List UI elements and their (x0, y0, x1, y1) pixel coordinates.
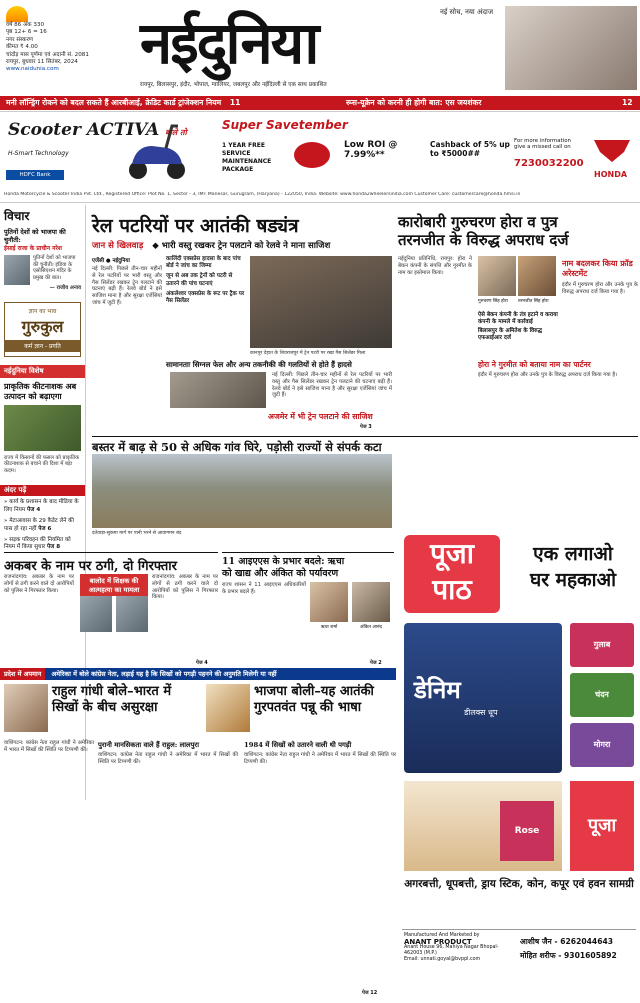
rose-pack: Rose (500, 801, 554, 861)
meta-pages: पृष्ठ 12+ 6 = 16 (6, 29, 47, 36)
meta-website[interactable]: www.naidunia.com (6, 66, 59, 73)
akbar-photo-2 (116, 596, 148, 632)
ias-text: राज्य शासन ने 11 आइएएस अधिकारियों के प्रभार बदले हैं। (222, 582, 306, 595)
hora-photo-2 (518, 256, 556, 296)
bjp-subhead: 1984 में सिखों को उतारने वाली थी पगड़ी (244, 741, 352, 749)
warranty-badge-icon (294, 142, 330, 168)
track-photo (170, 372, 266, 408)
ad-smart-tech: H-Smart Technology (8, 150, 69, 157)
akbar-text: राजनांदगांव: अकबर के नाम पर लोगों से ठगी करने वाले दो आरोपियों को पुलिस ने गिरफ्तार किया। (4, 574, 74, 594)
gurukul-tag: कर्म ज्ञान - प्रगति (5, 340, 80, 352)
honda-logo-text: HONDA (594, 170, 628, 179)
top-news-bar (0, 96, 640, 110)
pooja-company: ANANT PRODUCT (404, 938, 472, 946)
inside-item-2-page: पेज 6 (38, 525, 52, 532)
sun-logo-icon (6, 6, 28, 22)
incense-sticks-image (404, 781, 562, 871)
ad-roi: Low ROI @ 7.99%** (344, 140, 398, 160)
inside-item-3-page: पेज 8 (47, 544, 61, 551)
pooja-logo-2: पाठ (432, 573, 472, 606)
special-image (4, 405, 81, 451)
lead-bullet-3: अंकलेश्वर एक्सप्रेस के रूट पर ट्रैक पर गैस सिलेंडर (166, 290, 245, 305)
rahul-headline-1[interactable]: राहुल गांधी बोले–भारत में (52, 684, 172, 699)
flood-caption: दंतेवाड़ा-सुकमा मार्ग पर पानी भरने से आवागमन बंद (92, 531, 182, 536)
akbar-text-2: राजनांदगांव: अकबर के नाम पर लोगों से ठगी करने वाले दो आरोपियों को पुलिस ने गिरफ्तार किया। (152, 574, 218, 601)
top-news-left[interactable]: मनी लॉन्ड्रिंग रोकने को बदल सकते हैं आरबीआई, क्रेडिट कार्ड ट्रांजेक्शन नियम (6, 98, 222, 107)
masthead-editions: रायपुर, बिलासपुर, इंदौर, भोपाल, ग्वालियर, जबलपुर और नईदिल्ली से एक साथ प्रकाशित (140, 82, 327, 88)
lead-headline[interactable]: रेल पटरियों पर आतंकी षड्यंत्र (92, 215, 299, 237)
ad-brand-sub: बोले तो (165, 127, 187, 137)
lead-text-cont: नई दिल्ली: पिछले तीन-चार महीनों से रेल पटरियों पर भारी वस्तु और गैस सिलेंडर रखकर ट्रेन पलटाने की घटनाएं बढ़ी हैं। रेलवे बोर्ड ने इसे साजिश माना है और सुरक्षा एजेंसियां जांच में जुटी हैं। (272, 372, 392, 399)
pooja-divider (402, 929, 636, 930)
lead-continue[interactable]: पेज 3 (360, 424, 372, 430)
pooja-logo (404, 535, 500, 613)
akbar-box-title: बालोद में शिक्षक की आत्महत्या का मामला (80, 574, 148, 596)
pradesh-banner (0, 668, 396, 680)
bjp-text: वाशिंगटन: कांग्रेस नेता राहुल गांधी ने अमेरिका में भारत में सिखों की स्थिति पर टिप्पणी की। (244, 752, 396, 765)
product-gulab: गुलाब (570, 623, 634, 667)
masthead-tagline: नई सोच, नया अंदाज (440, 8, 494, 16)
gurukul-title: गुरुकुल (21, 316, 64, 336)
pooja-company-block (404, 933, 516, 963)
inside-heading: अंदर पढ़ें (0, 485, 85, 496)
pradesh-label: प्रदेश में अपमान (0, 668, 45, 680)
pooja-path-ad[interactable] (398, 525, 640, 1000)
pooja-logo-1: पूजा (430, 537, 474, 570)
meta-price: कीमत ₹ 4.00 (6, 44, 38, 51)
author-photo (4, 255, 30, 285)
hora-boxed-text: इंदौर में गुरुचरण होरा और उनके पुत्र के विरुद्ध अपराध दर्ज किया गया है। (562, 282, 638, 295)
masthead-meta (6, 6, 118, 74)
lead-subhead: सामानताः सिग्नल फेल और अन्य तकनीकी की गलतियों से होते हैं हादसे (166, 360, 352, 369)
honda-ad[interactable] (0, 111, 640, 203)
top-news-left-page: 11 (229, 98, 241, 107)
leader-photo (505, 6, 637, 90)
hdfc-badge: HDFC Bank (6, 170, 64, 180)
pooja-logo-small: पूजा (570, 781, 634, 871)
lead-bullet-1: कालिंदी एक्सप्रेस हादसा के बाद पांच बोर्ड ने जांच का जिम्मा (166, 256, 241, 270)
product-mogra: मोगरा (570, 723, 634, 767)
rahul-headline-2[interactable]: सिखों के बीच असुरक्षा (52, 700, 158, 715)
lead-deck: भारी वस्तु रखकर ट्रेन पलटाने को रेलवे ने माना साजिश (161, 241, 331, 251)
top-news-right[interactable]: रूस-यूक्रेन को करनी ही होगी बात: एस जयशंकर (346, 98, 482, 107)
flood-photo (92, 454, 392, 528)
honda-wing-icon (590, 136, 634, 166)
hora-headline-1[interactable]: कारोबारी गुरुचरण होरा व पुत्र (398, 213, 558, 231)
ad-offer-title: Super Savetember (222, 118, 348, 132)
rahul-photo (4, 684, 48, 732)
hora-photo-1 (478, 256, 516, 296)
pooja-product-lines: अगरबत्ती, धूपबत्ती, ड्राय स्टिक, कोन, कपूर एवं हवन सामग्री (404, 878, 634, 890)
akbar-continue[interactable]: पेज 4 (196, 660, 208, 666)
hora-boxed-headline: नाम बदलकर किया फ्रॉड अरेस्टमेंट (562, 258, 633, 278)
rahul-text: वाशिंगटन: कांग्रेस नेता राहुल गांधी ने अमेरिका में भारत में सिखों की स्थिति पर टिप्पणी की। (4, 740, 94, 753)
akbar-photo-1 (80, 596, 112, 632)
meta-year: वर्ष 86 अंक 330 (6, 22, 45, 28)
meta-samvat: चांदोड़ मास पूर्णमा एवं अदानी सं. 2081 (6, 51, 89, 58)
top-news-right-page: 12 (622, 98, 633, 107)
pooja-mfr: Manufactured And Marketed by (404, 933, 480, 938)
vichar-text: पुतिनों देशों को भाजपा की चुनौती। इंडिया के एसोसिएशन मंदिर के प्रमुख की बात। (33, 255, 76, 281)
lead-photo (250, 256, 392, 348)
lead-kicker: जान से खिलवाड़ (92, 241, 144, 251)
flood-headline[interactable]: बस्तर में बाढ़ से 50 से अधिक गांव घिरे, पड़ोसी राज्यों से संपर्क कटा (92, 436, 638, 455)
bjp-leader-photo (206, 684, 250, 732)
bjp-headline-1[interactable]: भाजपा बोली–यह आतंकी (254, 684, 374, 699)
pooja-address: Anant House 96, Mahiya Nagar Bhopal-462003 (M.P.) (404, 945, 499, 956)
pradesh-banner-text[interactable]: अमेरिका में बोले कांग्रेस नेता, लड़ाई यह है कि सिखों को पगड़ी पहनने की अनुमति मिलेगी या नहीं (51, 670, 277, 678)
product-chandan: चंदन (570, 673, 634, 717)
ias-photo-2-caption: अंकित आनंद (360, 625, 382, 630)
lead-subhead-2: अजमेर में भी ट्रेन पलटाने की साजिश (268, 412, 373, 421)
ias-photo-2 (352, 582, 390, 622)
rahul-subhead: पुरानी मानसिकता वाले हैं राहुल: लालपुरा (98, 741, 199, 749)
hora-bullet-2: बिलासपुर के अमितेश के विरुद्ध एफआईआर दर्ज (478, 328, 542, 341)
vichar-author: — राजीव अनाव (49, 285, 81, 291)
inside-item-3[interactable]: » सड़क परिवहन की नियमित को नियम में किया सुधार (4, 537, 71, 551)
hora-photo-1-caption: गुरुचरण सिंह होरा (478, 299, 508, 304)
ias-headline-1[interactable]: 11 आइएएस के प्रभार बदले: ऋचा (222, 556, 345, 567)
gurukul-subtitle: ज्ञान का भाव (28, 307, 57, 315)
pooja-tagline-1: एक लगाओ (533, 543, 613, 565)
pooja-contacts (520, 935, 638, 963)
ias-continue[interactable]: पेज 2 (370, 660, 382, 666)
pooja-tagline-2: घर महकाओ (529, 569, 617, 591)
denim-title: डेनिम (414, 675, 461, 704)
lead-caption: कानपुर देहात के शिवराजपुर में ट्रेन पटरी पर रखा गैस सिलेंडर मिला (250, 351, 366, 356)
inside-item-2[interactable]: » मेटाआवास के 29 कैडेट लेने की पास हो रहा नहीं (4, 518, 74, 532)
lead-bullet-2: जून से अब तक ट्रेनों को पटरी से उतारने की पांच घटनाएं (166, 273, 233, 287)
ad-phone[interactable]: 7230032200 (514, 158, 584, 169)
ad-company-line: Honda Motorcycle & Scooter India Pvt. Ltd., Registered Office: Plot No. 1, Sector - 3, IMT Manesar, Gurugram, (Haryana) - 122050, India. Website: www.honda2wheelersindia.com Customer Care: customercare@honda.hmsi.in (4, 192, 521, 197)
ad-brand: Scooter ACTIVA (8, 120, 160, 140)
hora-subhead: होरा ने गुरमीत को बताया नाम का पार्टनर (478, 360, 591, 369)
lead-text: नई दिल्ली: पिछले तीन-चार महीनों से रेल पटरियों पर भारी वस्तु और गैस सिलेंडर रखकर ट्रेन पलटाने की घटनाएं बढ़ी हैं। रेलवे बोर्ड ने इसे साजिश माना है और सुरक्षा एजेंसियां जांच में जुटी हैं। (92, 266, 162, 306)
vichar-sub: ईसाई राजा के प्राचीन नरेश (4, 245, 63, 252)
rahul-text-2: वाशिंगटन: कांग्रेस नेता राहुल गांधी ने अमेरिका में भारत में सिखों की स्थिति पर टिप्पणी की। (98, 752, 238, 765)
pooja-email[interactable]: Email: unnati.goyal@bvppl.com (404, 957, 481, 962)
ad-cashback: Cashback of 5% up to ₹5000## (430, 140, 510, 158)
lead-bullets (166, 256, 246, 305)
pooja-contact-2[interactable]: मोहित शरीफ - 9301605892 (520, 951, 617, 960)
hora-headline-2[interactable]: तरनजीत के विरुद्ध अपराध दर्ज (398, 231, 569, 249)
bjp-headline-2[interactable]: गुरपतवंत पन्नू की भाषा (254, 700, 362, 715)
akbar-headline[interactable]: अकबर के नाम पर ठगी, दो गिरफ्तार (4, 552, 218, 574)
lead-byline: एजेंसी ● नईदुनिया (92, 258, 130, 264)
scooter-image (122, 120, 190, 180)
denim-box (404, 623, 562, 773)
special-text: राज्य में किसानों की फसल को प्राकृतिक कीटनाशक से बचाने की दिशा में बड़ा कदम। (4, 454, 80, 474)
pradesh-continue[interactable]: पेज 12 (362, 990, 378, 996)
hora-text: नईदुनिया प्रतिनिधि, रायपुर: होरा ने बेकन कंपनी के संपत्ति और गुरमीत के नाम का इस्तेमाल किया। (398, 256, 472, 276)
pooja-contact-1[interactable]: आशीष जैन - 6262044643 (520, 937, 614, 946)
hora-photo-2-caption: तरनजीत सिंह होरा (518, 299, 549, 304)
ias-photo-1 (310, 582, 348, 622)
special-headline[interactable]: प्राकृतिक कीटनाशक अब उत्पादन को बढ़ाएगा (4, 380, 77, 401)
ias-headline-2[interactable]: को खाद्य और अंकित को पर्यावरण (222, 568, 339, 579)
inside-item-1[interactable]: » कार्य के प्रशासन के बाद मीडिया के लिए नियम (4, 499, 79, 513)
hora-text-cont: इंदौर में गुरुचरण होरा और उनके पुत्र के विरुद्ध अपराध दर्ज किया गया है। (478, 372, 618, 378)
denim-subtitle: डीलक्स धूप (464, 708, 498, 717)
ias-photo-1-caption: ऋचा शर्मा (320, 625, 338, 630)
inside-item-1-page: पेज 4 (27, 506, 41, 513)
vichar-headline[interactable]: पुतिनों देशों को भाजपा की चुनौती: (4, 228, 66, 244)
vichar-heading: विचार (4, 209, 30, 223)
ad-warranty: 1 YEAR FREE SERVICE MAINTENANCE PACKAGE (222, 142, 272, 173)
special-heading: नईदुनिया विशेष (0, 365, 85, 378)
masthead-title: नईदुनिया (140, 9, 318, 77)
ad-phone-label: For more information give a missed call on (514, 138, 571, 150)
gurukul-box[interactable] (4, 302, 81, 357)
hora-bullet-1: ऐसे बेकन कंपनी के तंत्र हटाने व कराया कंपनी के मामले में कार्रवाई (478, 312, 558, 325)
meta-edition: नगर संस्करण (6, 36, 33, 43)
meta-date: रायपुर, बुधवार 11 सितंबर, 2024 (6, 59, 78, 66)
